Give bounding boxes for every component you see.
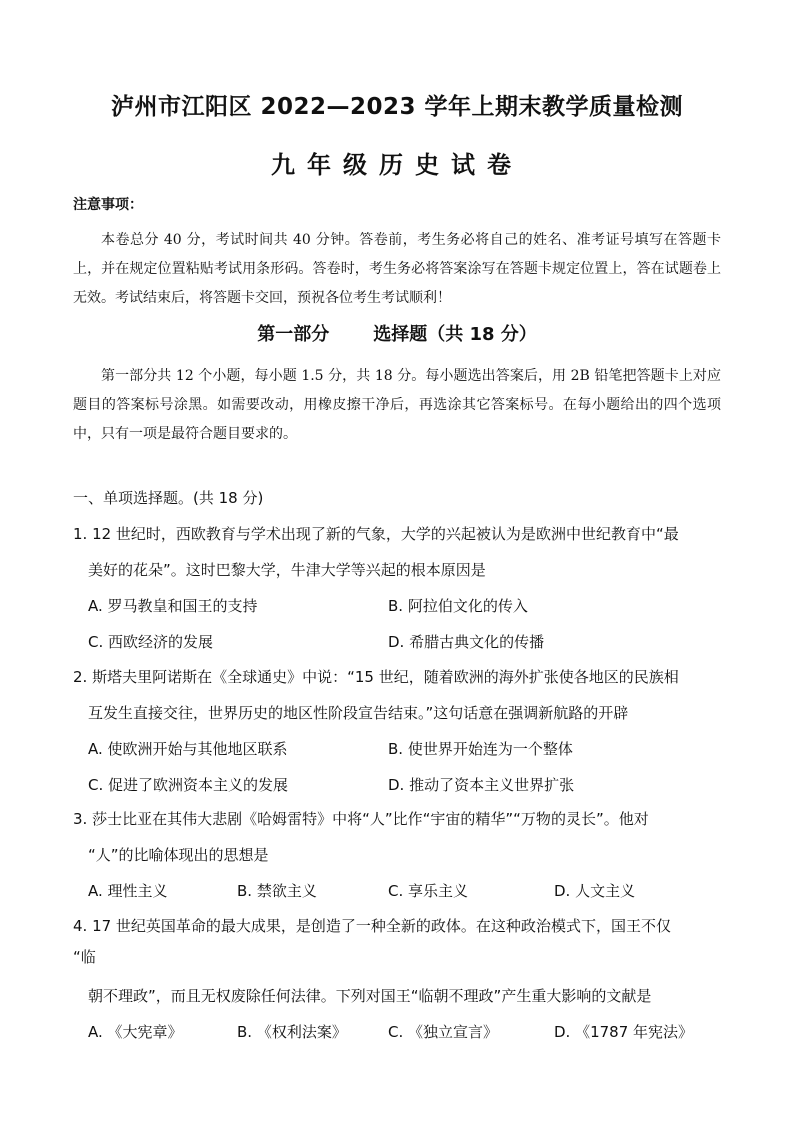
- question-stem-line: 3. 莎士比亚在其伟大悲剧《哈姆雷特》中将“人”比作“宇宙的精华”“万物的灵长”。他对: [73, 810, 649, 828]
- option-c[interactable]: C. 西欧经济的发展: [88, 633, 214, 651]
- option-d[interactable]: D. 《1787 年宪法》: [554, 1023, 694, 1041]
- question-stem-line: 4. 17 世纪英国革命的最大成果，是创造了一种全新的政体。在这种政治模式下，国王不仅: [73, 917, 671, 935]
- notes-text: 本卷总分 40 分，考试时间共 40 分钟。答卷前，考生务必将自己的姓名、准考证号填写在答题卡上，并在规定位置粘贴考试用条形码。答卷时，考生务必将答案涂写在答题卡规定位置上，答在试题卷上无效。考试结束后，将答题卡交回，预祝各位考生考试顺利！: [73, 232, 721, 306]
- option-b[interactable]: B. 《权利法案》: [237, 1023, 347, 1041]
- part-label: 第一部分: [257, 324, 330, 345]
- options-row: [73, 588, 725, 624]
- option-a[interactable]: A. 使欧洲开始与其他地区联系: [88, 740, 288, 758]
- option-c[interactable]: C. 《独立宣言》: [388, 1023, 499, 1041]
- option-b[interactable]: B. 使世界开始连为一个整体: [388, 740, 573, 758]
- part-instructions: 第一部分共 12 个小题，每小题 1.5 分，共 18 分。每小题选出答案后，用 2B 铅笔把答题卡上对应题目的答案标号涂黑。如需要改动，用橡皮擦干净后，再选涂其它答案标号。在每小题给出的四个选项中，只有一项是最符合题目要求的。: [73, 368, 721, 442]
- question-stem-line: 互发生直接交往，世界历史的地区性阶段宣告结束。”这句话意在强调新航路的开辟: [88, 704, 629, 722]
- option-c[interactable]: C. 享乐主义: [388, 882, 469, 900]
- question-3: [73, 801, 725, 909]
- option-a[interactable]: A. 《大宪章》: [88, 1023, 183, 1041]
- part-heading: [0, 320, 794, 346]
- option-b[interactable]: B. 禁欲主义: [237, 882, 317, 900]
- option-b[interactable]: B. 阿拉伯文化的传入: [388, 597, 528, 615]
- question-2: [73, 659, 725, 803]
- question-stem-line: 朝不理政”，而且无权废除任何法律。下列对国王“临朝不理政”产生重大影响的文献是: [88, 987, 652, 1005]
- section-heading: 一、单项选择题。(共 18 分): [73, 489, 264, 507]
- options-row: [73, 731, 725, 767]
- part-title: 选择题（共 18 分）: [373, 324, 537, 345]
- question-stem-line: “临: [73, 948, 96, 966]
- options-row: [73, 767, 725, 803]
- question-stem-line: 2. 斯塔夫里阿诺斯在《全球通史》中说：“15 世纪，随着欧洲的海外扩张使各地区的民族相: [73, 668, 679, 686]
- option-a[interactable]: A. 理性主义: [88, 882, 168, 900]
- option-a[interactable]: A. 罗马教皇和国王的支持: [88, 597, 258, 615]
- options-row: [73, 1014, 725, 1050]
- question-4: [73, 908, 725, 1050]
- option-d[interactable]: D. 希腊古典文化的传播: [388, 633, 545, 651]
- notes-heading: 注意事项：: [73, 197, 143, 213]
- question-stem-line: “人”的比喻体现出的思想是: [88, 846, 269, 864]
- option-d[interactable]: D. 人文主义: [554, 882, 636, 900]
- options-row: [73, 873, 725, 909]
- question-stem-line: 美好的花朵”。这时巴黎大学，牛津大学等兴起的根本原因是: [88, 561, 486, 579]
- exam-title: 泸州市江阳区 2022—2023 学年上期末教学质量检测: [110, 94, 684, 120]
- exam-subtitle: 九年级历史试卷: [271, 151, 523, 179]
- options-row: [73, 624, 725, 660]
- question-stem-line: 1. 12 世纪时，西欧教育与学术出现了新的气象，大学的兴起被认为是欧洲中世纪教育中“最: [73, 525, 679, 543]
- option-d[interactable]: D. 推动了资本主义世界扩张: [388, 776, 575, 794]
- question-1: [73, 516, 725, 660]
- option-c[interactable]: C. 促进了欧洲资本主义的发展: [88, 776, 289, 794]
